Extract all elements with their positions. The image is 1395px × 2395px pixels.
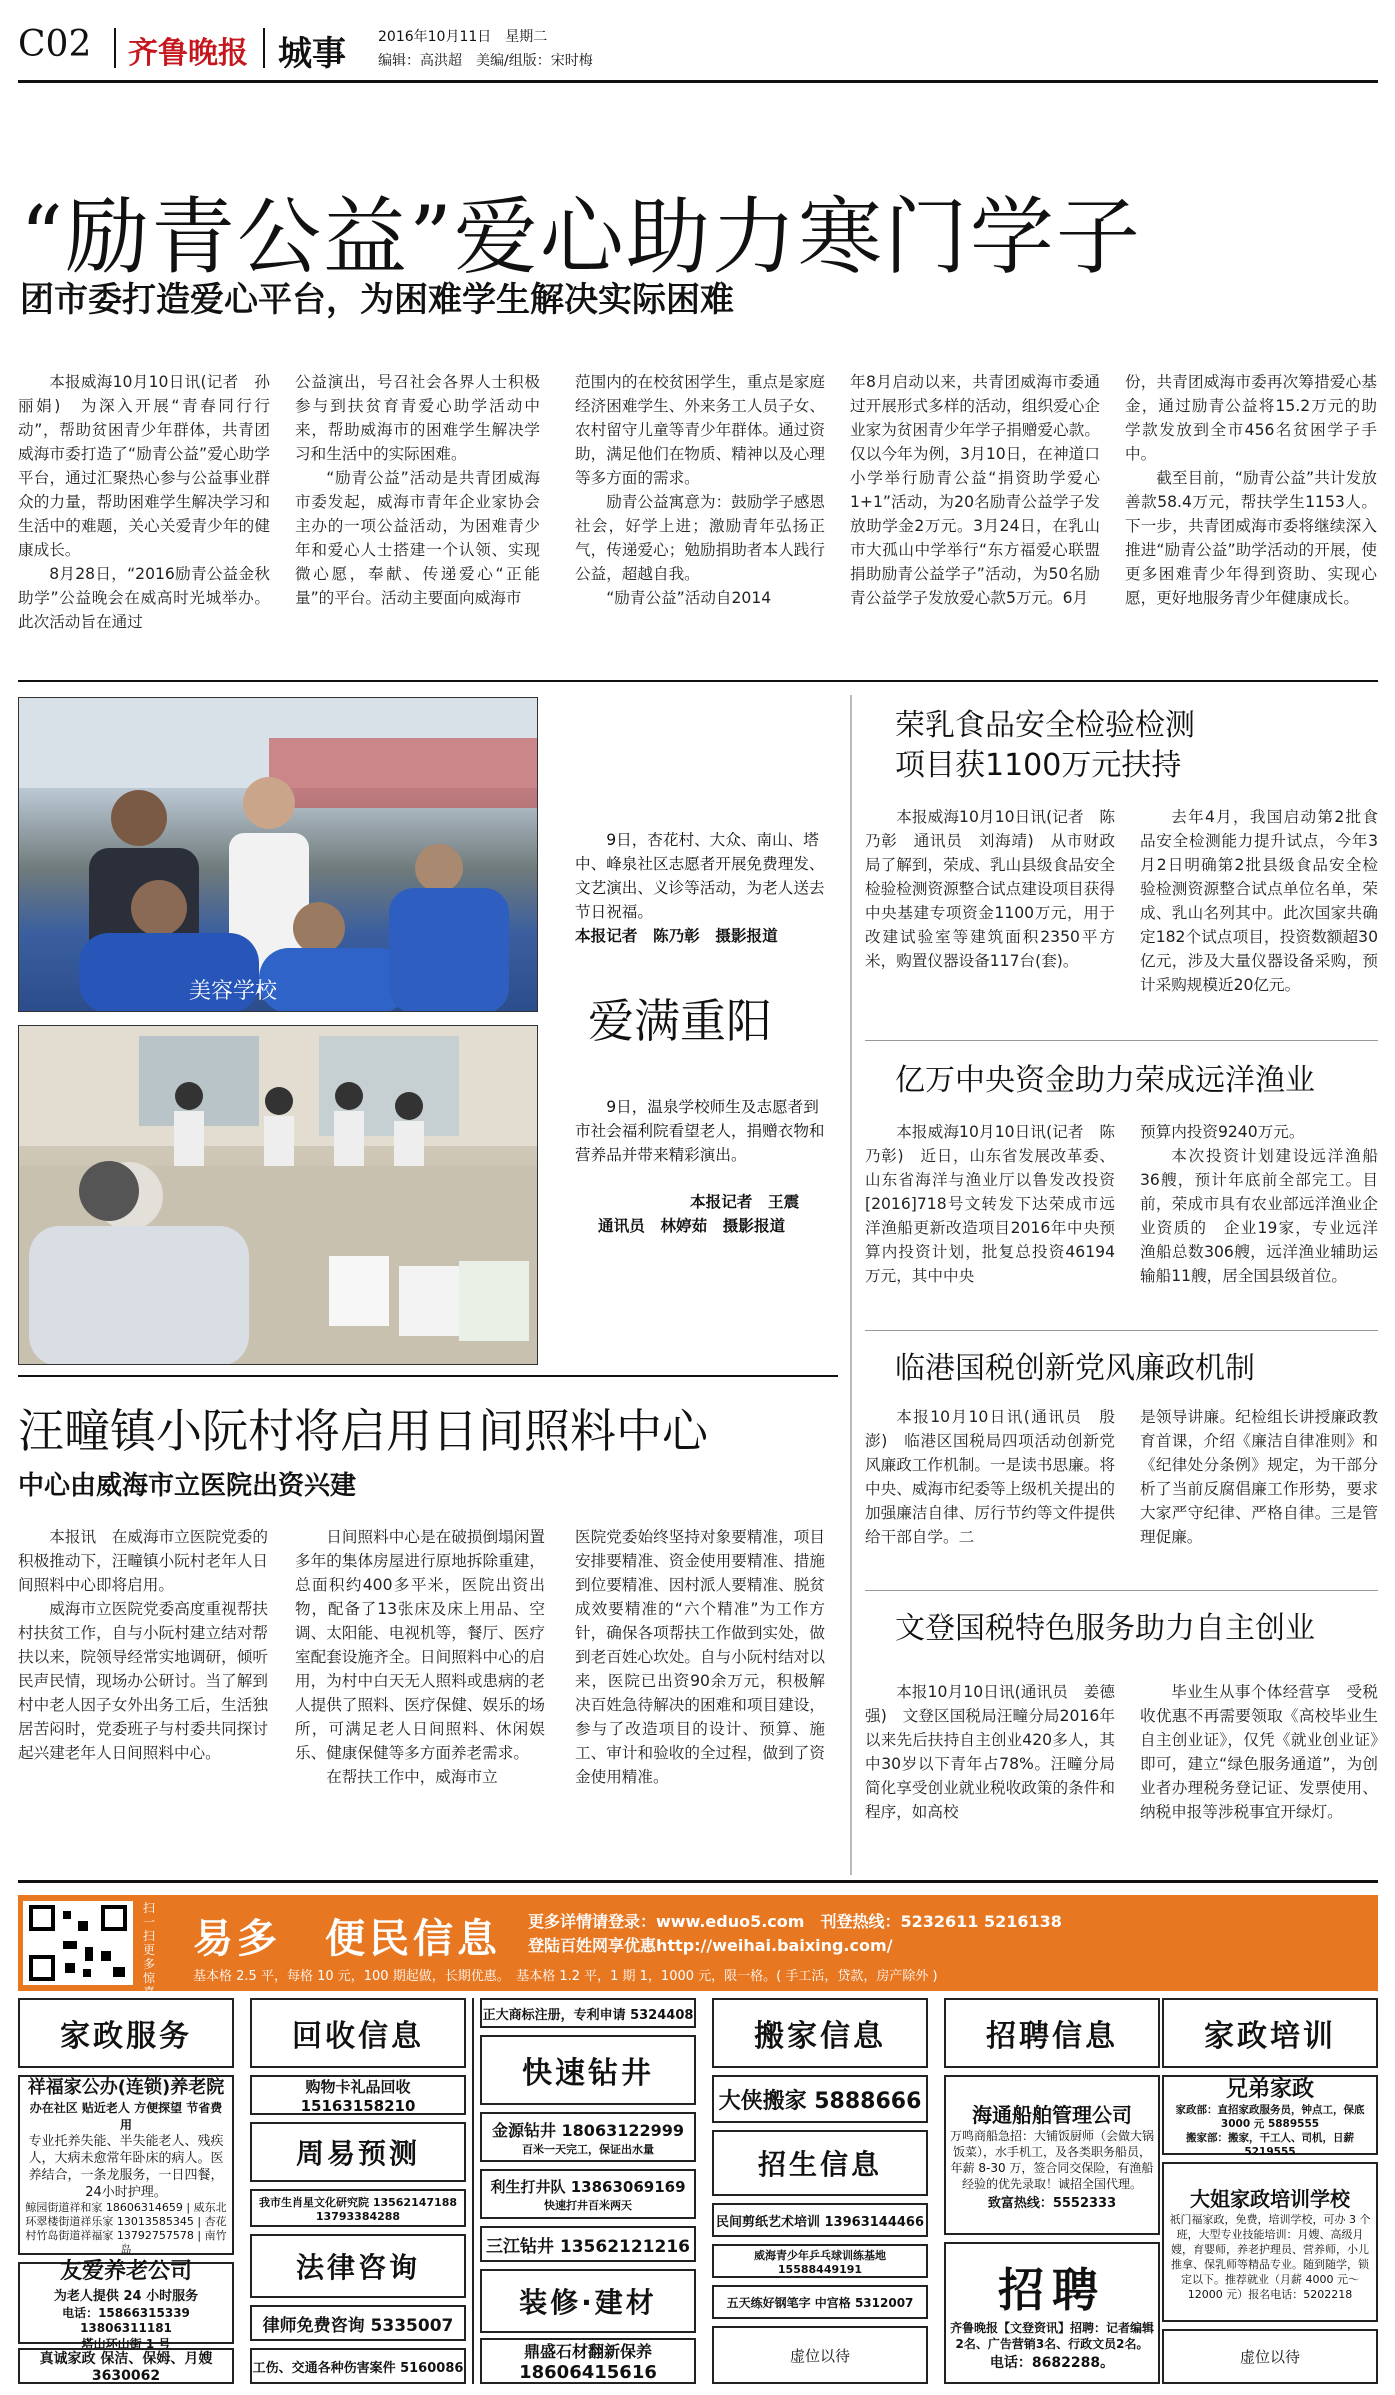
lingang-col-1: 本报10月10日讯(通讯员 殷澎) 临港区国税局四项活动创新党风廉政工作机制。一是读书思廉。将中央、威海市纪委等上级机关提出的加强廉洁自律、厉行节约等文件提供给干部自学。二 bbox=[865, 1408, 1115, 1546]
rule bbox=[865, 1040, 1378, 1041]
lead-col-2 bbox=[295, 370, 540, 610]
paragraph: 本报威海10月10日讯(记者 孙丽娟) 为深入开展“青春同行行动”，帮助贫困青少年群体，共青团威海市委打造了“励青公益”爱心助学平台，通过汇聚热心参与公益事业群众的力量，帮助困难学生解决学习和生活中的难题，关心关爱青少年的健康成长。 bbox=[18, 373, 270, 559]
ad-text: 快速打井百米两天 bbox=[544, 2198, 632, 2212]
ad-xiangfu bbox=[18, 2075, 234, 2255]
caption-haircut-credit: 本报记者 陈乃彰 摄影报道 bbox=[575, 927, 778, 945]
paragraph: 预算内投资9240万元。 bbox=[1140, 1123, 1305, 1141]
ad-text: 万鸣商船急招：大铺饭厨师（会做大锅饭菜），水手机工，及各类职务船员，年薪 8-30 万，签合同交保险，有渔船经验的优先录取！诚招全国代理。 bbox=[950, 2129, 1155, 2191]
ad-daxia: 大侠搬家 5888666 bbox=[712, 2075, 928, 2123]
ad-cat-training: 家政培训 bbox=[1162, 1998, 1378, 2068]
caption-haircut: 9日，杏花村、大众、南山、塔中、峰泉社区志愿者开展免费理发、文艺演出、义诊等活动，为老人送去节日祝福。 bbox=[575, 831, 825, 921]
ad-sanjiang: 三江钻井 13562121216 bbox=[480, 2226, 696, 2262]
qr-code-icon bbox=[23, 1901, 133, 1985]
ad-cat-housekeeping: 家政服务 bbox=[18, 1998, 234, 2068]
divider bbox=[472, 1998, 474, 2384]
ad-text: 办在社区 贴近老人 方便探望 节省费用 bbox=[29, 2101, 223, 2132]
ad-cat-recruit: 招聘信息 bbox=[944, 1998, 1160, 2068]
paper-logo: 齐鲁晚报 bbox=[128, 36, 248, 71]
ad-injury: 工伤、交通各种伤害案件 5160086 bbox=[250, 2348, 466, 2384]
top-rule bbox=[18, 80, 1378, 83]
ad-text: 祇门福家政，免费，培训学校，可办 3 个班，大型专业技能培训：月嫂、高级月嫂，育婴师，养老护理员、营养师，小儿推拿、保乳师等精品专业。随到随学，锁定以下。推荐就业（月薪 4000 元～12000 元）报名电话：5202218 bbox=[1169, 2212, 1371, 2301]
photo-welfare-illustration bbox=[19, 1026, 538, 1365]
paragraph: 本次投资计划建设远洋渔船36艘，预计年底前全部完工。目前，荣成市具有农业部远洋渔业企业资质的 企业19家，专业远洋渔船总数306艘，远洋渔业辅助运输船11艘，居全国县级首位。 bbox=[1140, 1147, 1378, 1285]
ad-text: 友爱养老公司 bbox=[59, 2259, 192, 2284]
wangtuan-col-2 bbox=[295, 1525, 545, 1789]
ad-text: 鲸园街道祥和家 18606314659 | 威东北环翠楼街道祥乐家 13013585345 | 杏花村竹岛街道祥福家 13792757578 | 南竹岛 bbox=[25, 2201, 227, 2256]
ad-text: 兄弟家政 bbox=[1225, 2076, 1314, 2102]
column-divider bbox=[850, 695, 852, 1875]
ad-youai bbox=[18, 2259, 234, 2351]
caption-welfare-credit-1: 本报记者 王震 bbox=[690, 1193, 800, 1211]
paragraph: 公益演出，号召社会各界人士积极参与到扶贫育青爱心助学活动中来，帮助威海市的困难学生解决学习和生活中的实际困难。 bbox=[295, 373, 540, 463]
ad-giftcard: 购物卡礼品回收 15163158210 bbox=[250, 2075, 466, 2115]
ad-text: 致富热线：5552333 bbox=[987, 2196, 1117, 2211]
wendeng-col-1: 本报10月10日讯(通讯员 姜德强) 文登区国税局汪疃分局2016年以来先后扶持自主创业420多人，其中30岁以下青年占78%。汪疃分局简化享受创业就业税收政策的条件和程序，如高校 bbox=[865, 1683, 1115, 1821]
photo-haircut-illustration bbox=[19, 698, 538, 1012]
rongru-col-2: 去年4月，我国启动第2批食品安全检测能力提升试点，今年3月2日明确第2批县级食品安全检验检测资源整合试点单位名单，荣成、乳山名列其中。此次国家共确定182个试点项目，投资数额超30亿元，涉及大量仪器设备采购，预计采购规模近20亿元。 bbox=[1140, 808, 1378, 994]
photo-text: 美容学校 bbox=[189, 979, 278, 1004]
paragraph: 医院党委始终坚持对象要精准，项目安排要精准、资金使用要精准、措施到位要精准、因村派人要精准、脱贫成效要精准的“六个精准”为工作方针，确保各项帮扶工作做到实处，做到老百姓心坎处。自与小阮村结对以来，医院已出资90余万元，积极解决百姓急待解决的困难和项目建设，参与了改造项目的设计、预算、施工、审计和验收的全过程，做到了资金使用精准。 bbox=[575, 1528, 825, 1786]
ad-text: 招聘 bbox=[998, 2263, 1106, 2317]
ad-zhencheng: 真诚家政 保洁、保姆、月嫂 3630062 bbox=[18, 2348, 234, 2384]
paragraph: 范围内的在校贫困学生，重点是家庭经济困难学生、外来务工人员子女、农村留守儿童等青少年群体。通过资助，满足他们在物质、精神以及心理等多方面的需求。 bbox=[575, 373, 825, 487]
ad-cat-decoration: 装修·建材 bbox=[480, 2269, 696, 2333]
caption-welfare: 9日，温泉学校师生及志愿者到市社会福利院看望老人，捐赠衣物和营养品并带来精彩演出。 bbox=[575, 1098, 825, 1164]
ad-dingsheng bbox=[480, 2338, 696, 2384]
rule bbox=[865, 1590, 1378, 1591]
ad-pingpong: 威海青少年乒乓球训练基地 15588449191 bbox=[712, 2244, 928, 2278]
rongru-title-1: 荣乳食品安全检验检测 bbox=[895, 708, 1195, 743]
lead-col-3 bbox=[575, 370, 825, 610]
ad-text: 家政部：直招家政服务员，钟点工，保底 3000 元 5889555 bbox=[1175, 2103, 1365, 2130]
ad-papercut: 民间剪纸艺术培训 13963144466 bbox=[712, 2203, 928, 2237]
wendeng-col-2: 毕业生从事个体经营享 受税收优惠不再需要领取《高校毕业生自主创业证》，仅凭《就业创业证》即可，建立“绿色服务通道”，为创业者办理税务登记证、发票使用、纳税申报等涉税事宜开绿灯。 bbox=[1140, 1683, 1378, 1821]
ad-dajie bbox=[1162, 2162, 1378, 2322]
paragraph: 在帮扶工作中，威海市立 bbox=[326, 1768, 498, 1786]
wendeng-title: 文登国税特色服务助力自主创业 bbox=[895, 1611, 1315, 1646]
ad-text: 金源钻井 18063122999 bbox=[491, 2120, 685, 2140]
ad-text: 塔山环山街 1 号 bbox=[81, 2337, 171, 2351]
caption-welfare-credit-2: 通讯员 林婷茹 摄影报道 bbox=[598, 1217, 786, 1235]
lead-col-1 bbox=[18, 370, 270, 634]
ad-lisheng bbox=[480, 2169, 696, 2219]
ad-cat-legal: 法律咨询 bbox=[250, 2234, 466, 2298]
lingang-col-2: 是领导讲廉。纪检组长讲授廉政教育首课，介绍《廉洁自律准则》和《纪律处分条例》规定，为干部分析了当前反腐倡廉工作形势，要求大家严守纪律、严格自律。三是管理促廉。 bbox=[1140, 1408, 1378, 1546]
paragraph: “励青公益”活动是共青团威海市委发起，威海市青年企业家协会主办的一项公益活动，为困难青少年和爱心人士搭建一个认领、实现微心愿，奉献、传递爱心“正能量”的平台。活动主要面向威海市 bbox=[295, 469, 540, 607]
ad-trademark: 正大商标注册，专利申请 5324408 bbox=[480, 1998, 696, 2028]
wangtuan-col-3 bbox=[575, 1525, 825, 1789]
lead-subhead: 团市委打造爱心平台，为困难学生解决实际困难 bbox=[20, 280, 734, 320]
paragraph: 份，共青团威海市委再次筹措爱心基金，通过励青公益将15.2万元的助学款发放到全市456名贫困学子手中。 bbox=[1125, 373, 1377, 463]
ad-cat-recycling: 回收信息 bbox=[250, 1998, 466, 2068]
ad-text: 电话：8682288。 bbox=[989, 2355, 1115, 2371]
lead-headline: “励青公益”爱心助力寒门学子 bbox=[20, 188, 1142, 286]
paragraph: 截至目前，“励青公益”共计发放善款58.4万元，帮扶学生1153人。下一步，共青团威海市委将继续深入推进“励青公益”助学活动的开展，使更多困难青少年得到资助、实现心愿，更好地服务青少年健康成长。 bbox=[1125, 469, 1377, 607]
paragraph: 日间照料中心是在破损倒塌闲置多年的集体房屋进行原地拆除重建，总面积约400多平米，医院出资出物，配备了13张床及床上用品、空调、太阳能、电视机等，餐厅、医疗室配套设施齐全。日间照料中心的启用，为村中白天无人照料或患病的老人提供了照料、医疗保健、娱乐的场所，可满足老人日间照料、休闲娱乐、健康保健等多方面养老需求。 bbox=[295, 1528, 545, 1762]
lingang-title: 临港国税创新党风廉政机制 bbox=[895, 1351, 1255, 1386]
ad-text: 搬家部：搬家，干工人、司机，日薪 5219555 bbox=[1186, 2131, 1354, 2158]
paragraph: “励青公益”活动自2014 bbox=[606, 589, 772, 607]
ad-text: 百米一天完工，保证出水量 bbox=[522, 2142, 654, 2156]
ad-zhouyi: 周易预测 bbox=[250, 2122, 466, 2182]
paragraph: 8月28日，“2016励青公益金秋助学”公益晚会在威高时光城举办。此次活动旨在通过 bbox=[18, 565, 270, 631]
section-rule bbox=[18, 1375, 838, 1377]
qr-caption: 扫一扫 更多惊喜 bbox=[143, 1901, 156, 1999]
ad-calligraphy: 五天练好钢笔字 中宫格 5312007 bbox=[712, 2285, 928, 2319]
wangtuan-col-1 bbox=[18, 1525, 268, 1765]
masthead bbox=[18, 18, 1378, 78]
ad-text: 海通船舶管理公司 bbox=[972, 2103, 1132, 2127]
ad-text: 利生打井队 13863069169 bbox=[490, 2177, 686, 2196]
rule bbox=[865, 1330, 1378, 1331]
paragraph: 威海市立医院党委高度重视帮扶村扶贫工作，自与小阮村建立结对帮扶以来，院领导经常实地调研，倾听民声民情，现场办公研讨。当了解到村中老人因子女外出务工后，生活独居苦闷时，党委班子与村委共同探讨起兴建老年人日间照料中心。 bbox=[18, 1600, 268, 1762]
ads-rule bbox=[18, 1880, 1378, 1883]
lead-col-4 bbox=[850, 370, 1100, 610]
ads-banner bbox=[18, 1895, 1378, 1999]
photo-haircut bbox=[18, 697, 538, 1012]
page-number: C02 bbox=[18, 24, 92, 65]
paragraph: 励青公益寓意为：鼓励学子感恩社会，好学上进；激励青年弘扬正气，传递爱心；勉励捐助者本人践行公益，超越自我。 bbox=[575, 493, 825, 583]
section-rule bbox=[18, 680, 1378, 682]
divider bbox=[114, 28, 116, 68]
paragraph: 本报讯 在威海市立医院党委的积极推动下，汪疃镇小阮村老年人日间照料中心即将启用。 bbox=[18, 1528, 268, 1594]
ad-text: 为老人提供 24 小时服务 bbox=[53, 2289, 199, 2304]
ads-line-1: 更多详情请登录：www.eduo5.com 刊登热线：5232611 5216138 bbox=[528, 1912, 1062, 1931]
ad-text: 18606415616 bbox=[519, 2362, 657, 2383]
rongru-title-2: 项目获1100万元扶持 bbox=[895, 748, 1182, 783]
ad-haitong bbox=[944, 2075, 1160, 2235]
ad-jinyuan bbox=[480, 2112, 696, 2162]
aiman-title: 爱满重阳 bbox=[588, 994, 772, 1048]
qr-code bbox=[23, 1901, 133, 1985]
photo-welfare-home bbox=[18, 1025, 538, 1365]
ad-text: 大姐家政培训学校 bbox=[1190, 2186, 1350, 2211]
ad-vacant: 虚位以待 bbox=[712, 2326, 928, 2384]
ad-text: 专业托养失能、半失能老人、残疾人，大病未愈常年卧床的病人。医养结合，一条龙服务，一日四餐，24小时护理。 bbox=[28, 2134, 224, 2200]
ad-zodiac: 我市生肖星文化研究院 13562147188 13793384288 bbox=[250, 2189, 466, 2227]
ads-line-2: 登陆百姓网享优惠http://weihai.baixing.com/ bbox=[528, 1936, 893, 1955]
rongru-col-1: 本报威海10月10日讯(记者 陈乃彰 通讯员 刘海靖) 从市财政局了解到，荣成、乳山县级食品安全检验检测资源整合试点建设项目获得中央基建专项资金1100万元，用于改建试验室等建筑面积2350平方米，购置仪器设备117台(套)。 bbox=[865, 808, 1115, 970]
ad-cat-moving: 搬家信息 bbox=[712, 1998, 928, 2068]
ad-cat-drilling: 快速钻井 bbox=[480, 2035, 696, 2105]
ad-text: 电话：15866315339 13806311181 bbox=[62, 2306, 190, 2335]
yiwan-title: 亿万中央资金助力荣成远洋渔业 bbox=[895, 1063, 1315, 1098]
ad-vacant: 虚位以待 bbox=[1162, 2329, 1378, 2384]
ads-title: 易多 便民信息 bbox=[193, 1916, 501, 1962]
ad-cat-enrollment: 招生信息 bbox=[712, 2130, 928, 2196]
issue-date: 2016年10月11日 星期二 bbox=[378, 29, 548, 45]
ad-lawyer: 律师免费咨询 5335007 bbox=[250, 2305, 466, 2341]
ad-xiongdi bbox=[1162, 2075, 1378, 2158]
editors: 编辑：高洪超 美编/组版：宋时梅 bbox=[378, 53, 593, 69]
yiwan-col-2 bbox=[1140, 1120, 1378, 1288]
ad-zhaopin bbox=[944, 2242, 1160, 2384]
ad-text: 祥福家公办(连锁)养老院 bbox=[27, 2077, 225, 2098]
lead-col-5 bbox=[1125, 370, 1377, 610]
paragraph: 年8月启动以来，共青团威海市委通过开展形式多样的活动，组织爱心企业家为贫困青少年学子捐赠爱心款。仅以今年为例，3月10日，在神道口小学举行励青公益“捐资助学爱心1+1”活动，为20名励青公益学子发放助学金2万元。3月24日，在乳山市大孤山中学举行“东方福爱心联盟捐助励青公益学子”活动，为50名励青公益学子发放爱心款5万元。6月 bbox=[850, 373, 1100, 607]
ads-line-3: 基本格 2.5 平，每格 10 元，100 期起做，长期优惠。 基本格 1.2 平，1 期 1，1000 元，限一格。( 手工活，贷款，房产除外 ) bbox=[193, 1969, 938, 1984]
section-name: 城事 bbox=[278, 34, 346, 74]
wangtuan-subhead: 中心由威海市立医院出资兴建 bbox=[18, 1471, 357, 1501]
divider bbox=[263, 28, 265, 68]
ad-text: 齐鲁晚报【文登资讯】招聘：记者编辑2名、广告营销3名、行政文员2名。 bbox=[950, 2321, 1155, 2351]
ad-text: 鼎盛石材翻新保养 bbox=[523, 2342, 652, 2361]
wangtuan-headline: 汪疃镇小阮村将启用日间照料中心 bbox=[18, 1404, 708, 1458]
yiwan-col-1: 本报威海10月10日讯(记者 陈乃彰) 近日，山东省发展改革委、山东省海洋与渔业厅以鲁发改投资[2016]718号文转发下达荣成市远洋渔船更新改造项目2016年中央预算内投资计划，批复总投资46194万元，其中中央 bbox=[865, 1123, 1115, 1285]
